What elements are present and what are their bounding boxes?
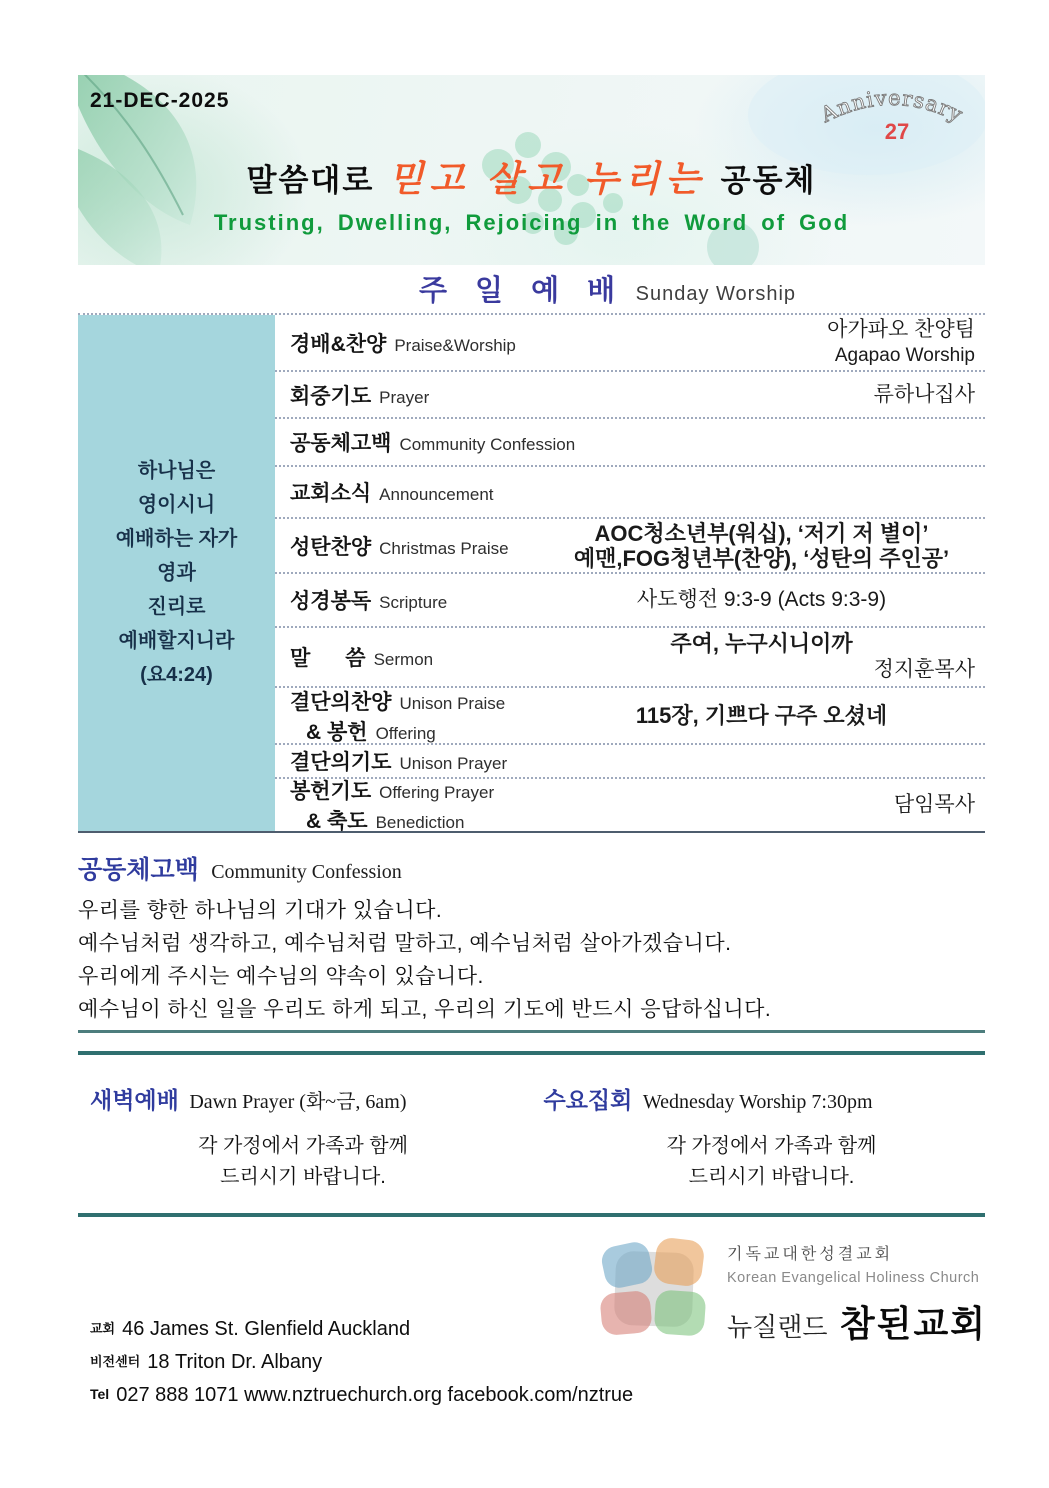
row-value [548,631,975,683]
worship-heading-ko: 주 일 예 배 [418,275,626,307]
row-label [290,380,548,410]
row-label-ko: 봉헌기도 [290,780,372,803]
confession-heading-ko: 공동체고백 [78,856,199,884]
row-label-en: Unison Praise [399,693,506,713]
row-label-en: Prayer [379,387,430,407]
row-label [290,477,494,507]
sunday-worship-heading [230,268,985,309]
worship-row-prayer [275,372,985,419]
anniversary-number: 27 [884,119,910,144]
title-prefix: 말씀대로 [246,163,375,198]
dawn-prayer-heading [78,1082,532,1115]
sermon-preacher: 정지훈목사 [873,658,975,682]
row-label-en: Sermon [373,650,434,670]
service-note-line: 각 가정에서 가족과 함께 [198,1135,408,1157]
row-label-ko: 교회소식 [290,481,372,505]
row-label-en: Offering Prayer [379,783,495,802]
title-suffix: 공동체 [720,163,817,198]
church-address: 46 James St. Glenfield Auckland [122,1318,411,1340]
header-banner [78,75,985,265]
row-label-ko: & 축도 [306,810,368,833]
divider-line [78,1213,985,1217]
confession-line: 예수님처럼 생각하고, 예수님처럼 말하고, 예수님처럼 살아가겠습니다. [78,932,732,955]
service-note-line: 각 가정에서 가족과 함께 [666,1135,877,1157]
worship-rows [275,315,985,831]
church-name-main: 참된교회 [839,1303,988,1344]
anniversary-badge [817,77,967,154]
bulletin-date: 21-DEC-2025 [90,89,230,112]
wednesday-worship-heading-ko: 수요집회 [543,1087,633,1113]
worship-row-unison-praise [275,688,985,745]
row-label [290,746,507,776]
row-label-en: Praise&Worship [394,335,516,355]
wednesday-worship-heading-en: Wednesday Worship 7:30pm [642,1091,873,1113]
confession-line: 우리에게 주시는 예수님의 약속이 있습니다. [78,965,484,988]
title-script: 믿고 살고 누리는 [388,158,707,199]
divider-line [78,1051,985,1055]
row-label [290,328,548,358]
row-value-line: 예맨,FOG청년부(찬양), ‘성탄의 주인공’ [573,545,950,571]
worship-row-christmas-praise [275,519,985,574]
contact-line [90,1384,633,1407]
row-value-line: 류하나집사 [873,382,975,406]
row-label-ko: 경배&찬양 [290,332,387,356]
row-label-ko: 성경봉독 [290,590,372,614]
row-label [290,531,548,561]
page-title [78,151,985,202]
row-value-line: 사도행전 9:3-9 (Acts 9:3-9) [636,588,887,612]
row-value-line: 담임목사 [893,793,975,816]
worship-row-praise [275,315,985,372]
row-label-en: Offering [375,723,436,743]
address-block [90,1318,633,1417]
confession-line: 우리를 향한 하나님의 기대가 있습니다. [78,899,443,922]
confession-heading-en: Community Confession [211,861,402,883]
confession-line: 예수님이 하신 일을 우리도 하게 되고, 우리의 기도에 반드시 응답하십니다. [78,998,772,1021]
dawn-prayer-block [78,1082,532,1193]
row-label [290,686,548,746]
row-value [548,317,975,369]
row-label-ko: 공동체고백 [290,431,392,455]
vision-center-address: 18 Triton Dr. Albany [147,1351,323,1373]
tel-web-facebook: 027 888 1071 www.nztruechurch.org facebook.com/nztrue [116,1384,634,1406]
verse-panel [78,315,275,831]
row-label-ko: & 봉헌 [306,720,368,744]
dawn-prayer-heading-en: Dawn Prayer (화~금, 6am) [189,1091,407,1113]
row-value-line: Agapao Worship [834,344,975,366]
row-value [548,521,975,571]
church-address-label: 교회 [90,1321,116,1336]
worship-row-scripture [275,574,985,627]
vision-center-address-line [90,1351,633,1374]
denomination-ko: 기독교대한성결교회 [727,1246,894,1263]
service-note-line: 드리시기 바랍니다. [688,1166,855,1188]
verse-line: 하나님은 [137,460,216,482]
worship-row-confession [275,419,985,467]
verse-line: 진리로 [147,596,206,618]
row-label-en: Unison Prayer [399,754,508,774]
row-value [548,792,975,818]
denomination-en: Korean Evangelical Holiness Church [727,1270,980,1286]
row-label-en: Community Confession [399,434,576,454]
dawn-prayer-heading-ko: 새벽예배 [90,1087,179,1113]
row-value [548,587,975,613]
anniversary-label: Anniversary [817,85,967,128]
banner-titles [78,151,985,236]
church-address-line [90,1318,633,1341]
church-name [727,1296,987,1347]
row-label-ko: 회중기도 [290,384,372,408]
verse-line: (요4:24) [140,664,213,686]
wednesday-worship-block [532,1082,986,1193]
row-label-en: Benediction [375,813,465,832]
row-label-en: Announcement [379,484,494,504]
row-value [548,703,975,729]
tel-label: Tel [90,1386,110,1402]
worship-row-announcement [275,467,985,519]
verse-line: 영과 [157,562,196,584]
community-confession-section [78,850,985,1026]
confession-heading [78,850,985,886]
row-label-ko: 결단의기도 [290,751,392,775]
worship-row-sermon [275,628,985,688]
row-label [290,642,548,672]
church-org-text [727,1236,987,1347]
row-value-line: AOC청소년부(워십), ‘저기 저 별이’ [594,520,929,546]
page-subtitle: Trusting, Dwelling, Rejoicing in the Word of God [213,210,850,235]
row-label-ko: 결단의찬양 [290,690,392,714]
row-label [290,585,548,615]
row-value-line: 115장, 기쁘다 구주 오셨네 [635,702,888,728]
row-value [548,382,975,408]
verse-line: 영이시니 [137,494,216,516]
worship-order-table [78,313,985,833]
divider-line [78,1030,985,1033]
sermon-title: 주여, 누구시니이까 [670,631,853,657]
wednesday-worship-heading [532,1082,986,1115]
service-note-line: 드리시기 바랍니다. [220,1166,386,1188]
row-label-ko: 성탄찬양 [290,535,372,559]
verse-line: 예배하는 자가 [115,528,238,550]
church-logo-block [595,1236,987,1347]
worship-row-benediction [275,779,985,831]
weekly-services-section [78,1082,985,1193]
row-label-en: Scripture [379,593,448,613]
verse-line: 예배할지니라 [118,630,235,652]
row-label [290,427,575,457]
worship-heading-en: Sunday Worship [635,283,797,305]
row-label-ko: 말 씀 [290,647,366,671]
vision-center-label: 비전센터 [90,1354,141,1369]
row-label [290,775,548,835]
row-value-line: 아가파오 찬양팀 [827,317,975,341]
worship-row-unison-prayer [275,745,985,779]
row-label-en: Christmas Praise [379,538,509,558]
church-name-prefix: 뉴질랜드 [727,1312,828,1342]
